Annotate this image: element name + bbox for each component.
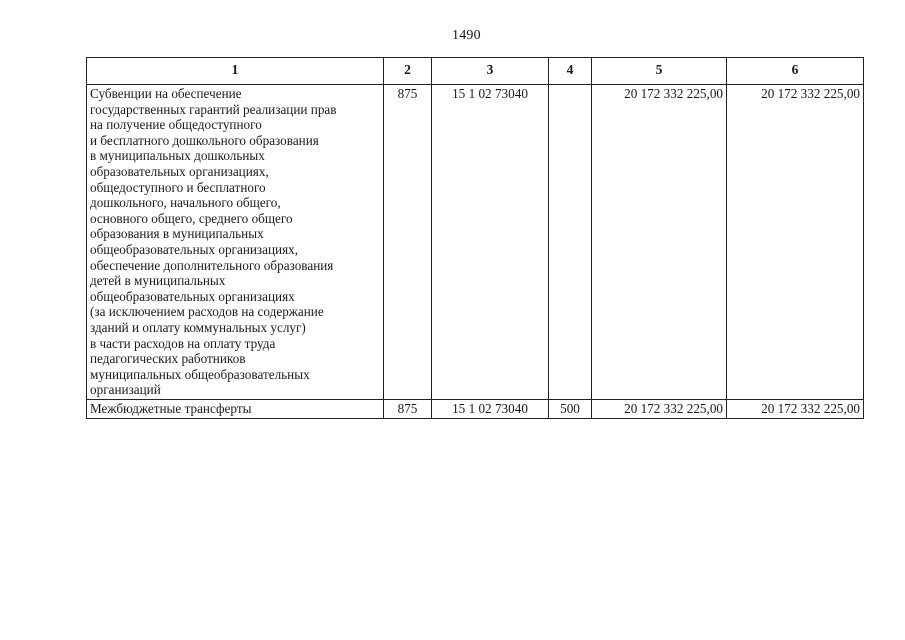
row-amount-col5: 20 172 332 225,00 [592, 85, 727, 400]
header-col-3: 3 [432, 58, 549, 85]
row-ministry-code: 875 [384, 399, 432, 419]
page-number: 1490 [452, 28, 481, 43]
row-amount-col6: 20 172 332 225,00 [727, 399, 864, 419]
row-description: Межбюджетные трансферты [87, 399, 384, 419]
header-col-2: 2 [384, 58, 432, 85]
row-expense-type: 500 [549, 399, 592, 419]
row-amount-col6: 20 172 332 225,00 [727, 85, 864, 400]
header-col-4: 4 [549, 58, 592, 85]
header-col-5: 5 [592, 58, 727, 85]
row-target-article: 15 1 02 73040 [432, 85, 549, 400]
table-row [87, 399, 864, 419]
row-expense-type [549, 85, 592, 400]
header-col-1: 1 [87, 58, 384, 85]
table-header-row [87, 58, 864, 85]
row-target-article: 15 1 02 73040 [432, 399, 549, 419]
header-col-6: 6 [727, 58, 864, 85]
budget-table [86, 57, 864, 419]
row-amount-col5: 20 172 332 225,00 [592, 399, 727, 419]
table-row [87, 85, 864, 400]
row-ministry-code: 875 [384, 85, 432, 400]
row-description: Субвенции на обеспечение государственных гарантий реализации прав на получение общедоступного и бесплатного дошкольного образования в муниципальных дошкольных образовательных организациях, общедоступного и бесплатного дошкольного, начального общего, основного общего, среднего общего образования в муниципальных общеобразовательных организациях, обеспечение дополнительного образования детей в муниципальных общеобразовательных организациях (за исключением расходов на содержание зданий и оплату коммунальных услуг) в части расходов на оплату труда педагогических работников муниципальных общеобразовательных организаций [87, 85, 384, 400]
